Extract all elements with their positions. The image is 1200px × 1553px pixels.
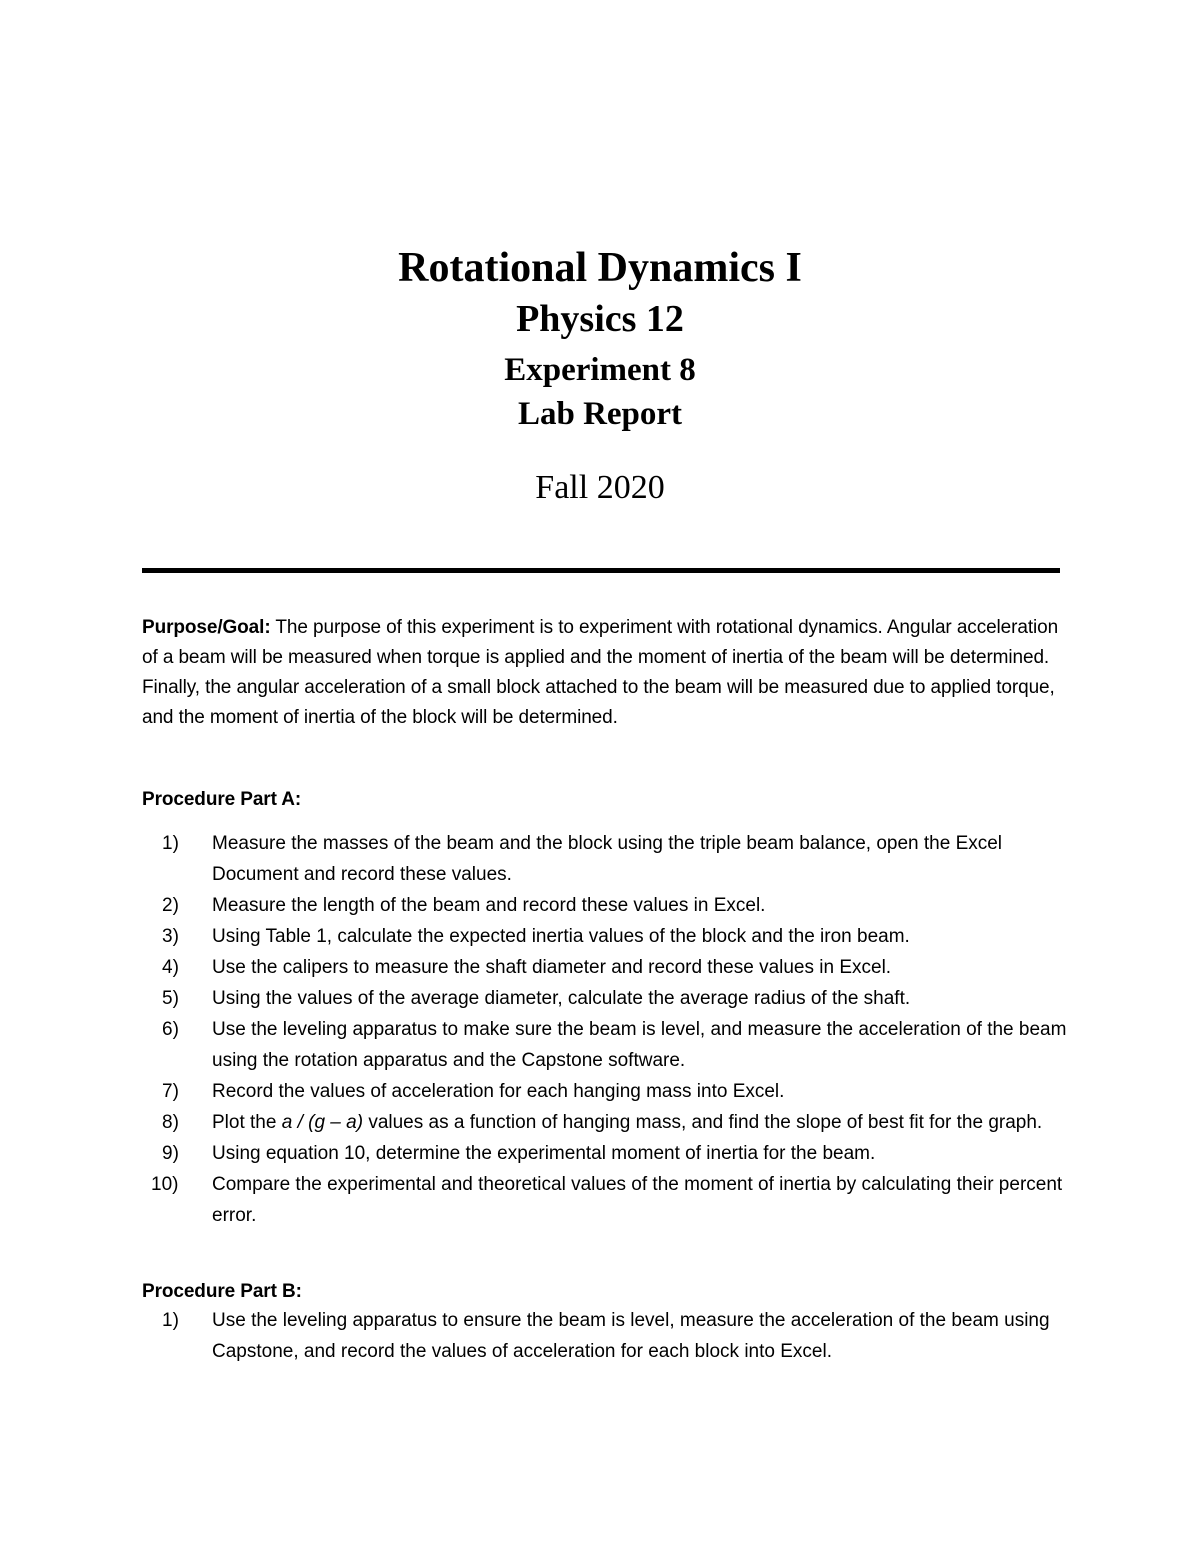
step-number: 2): [162, 895, 179, 916]
step-number: 10): [151, 1174, 179, 1195]
purpose-label: Purpose/Goal:: [142, 617, 271, 638]
divider-rule: [142, 568, 1060, 573]
list-item: [142, 1076, 1072, 1107]
procedure-part-a-heading: Procedure Part A:: [142, 789, 302, 810]
procedure-part-b-heading: Procedure Part B:: [142, 1281, 302, 1302]
list-item: [142, 1014, 1072, 1076]
report-type: Lab Report: [517, 396, 683, 432]
step-text: Using equation 10, determine the experimental moment of inertia for the beam.: [212, 1143, 876, 1164]
step-number: 7): [162, 1081, 179, 1102]
document-title: Rotational Dynamics I: [398, 245, 802, 291]
course-name: Physics 12: [516, 298, 684, 340]
list-item: [142, 952, 1072, 983]
step-text: Use the leveling apparatus to ensure the beam is level, measure the acceleration of the beam using Capstone, and record the values of acceleration for each block into Excel.: [212, 1310, 1050, 1362]
purpose-text: The purpose of this experiment is to experiment with rotational dynamics. Angular acceleration of a beam will be measured when torque is applied and the moment of inertia of the beam will be determined. Finally, the angular acceleration of a small block attached to the beam will be measured due to applied torque, and the moment of inertia of the block will be determined.: [142, 617, 1059, 728]
term: Fall 2020: [535, 469, 665, 506]
step-number: 8): [162, 1112, 179, 1133]
step-text: Using Table 1, calculate the expected inertia values of the block and the iron beam.: [212, 926, 910, 947]
list-item: [142, 921, 1072, 952]
step-text: Measure the masses of the beam and the block using the triple beam balance, open the Excel Document and record these values.: [212, 833, 1003, 885]
step-number: 4): [162, 957, 179, 978]
list-item: [142, 890, 1072, 921]
step-text: Measure the length of the beam and record these values in Excel.: [212, 895, 766, 916]
list-item: [142, 983, 1072, 1014]
step-number: 1): [162, 833, 179, 854]
list-item: [142, 1169, 1072, 1231]
step-text: Use the leveling apparatus to make sure the beam is level, and measure the acceleration of the beam using the rotation apparatus and the Capstone software.: [212, 1019, 1067, 1071]
procedure-part-b-list: [142, 1305, 1072, 1367]
step-number: 9): [162, 1143, 179, 1164]
step-number: 6): [162, 1019, 179, 1040]
title-block: [0, 242, 1200, 510]
purpose-paragraph: [142, 613, 1072, 733]
experiment-number: Experiment 8: [504, 352, 696, 388]
step-text: Record the values of acceleration for each hanging mass into Excel.: [212, 1081, 785, 1102]
step-number: 5): [162, 988, 179, 1009]
list-item: [142, 1107, 1072, 1138]
step-text: Using the values of the average diameter, calculate the average radius of the shaft.: [212, 988, 911, 1009]
step-text: Compare the experimental and theoretical values of the moment of inertia by calculating their percent error.: [212, 1174, 1063, 1226]
step-text-post: values as a function of hanging mass, and find the slope of best fit for the graph.: [363, 1112, 1043, 1133]
procedure-part-a-list: [142, 828, 1072, 1231]
step-number: 3): [162, 926, 179, 947]
step-number: 1): [162, 1310, 179, 1331]
list-item: [142, 1305, 1072, 1367]
list-item: [142, 828, 1072, 890]
step-text: Use the calipers to measure the shaft diameter and record these values in Excel.: [212, 957, 892, 978]
list-item: [142, 1138, 1072, 1169]
step-text-pre: Plot the: [212, 1112, 282, 1133]
step-formula: a / (g – a): [281, 1112, 364, 1133]
